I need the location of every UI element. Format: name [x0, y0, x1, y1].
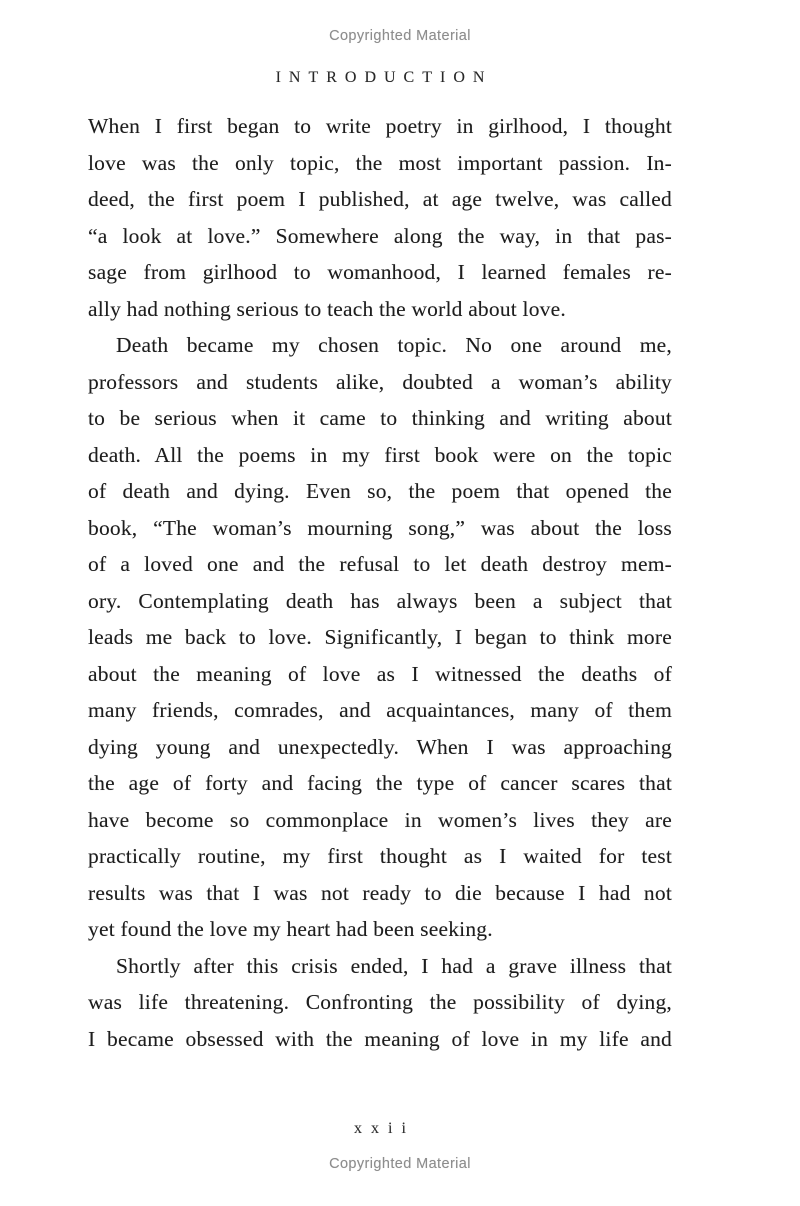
text-line: death. All the poems in my first book were on the topic	[88, 442, 672, 467]
text-line: book, “The woman’s mourning song,” was about the loss	[88, 515, 672, 540]
text-line: the age of forty and facing the type of cancer scares that	[88, 771, 672, 795]
text-line: yet found the love my heart had been seeking.	[88, 917, 493, 941]
text-line: many friends, comrades, and acquaintances, many of them	[88, 698, 672, 722]
section-heading: INTRODUCTION	[275, 69, 493, 86]
copyright-notice-top: Copyrighted Material	[329, 28, 471, 44]
text-line: of a loved one and the refusal to let death destroy mem-	[88, 552, 672, 576]
text-line: was life threatening. Confronting the possibility of dying,	[88, 990, 672, 1014]
text-line: love was the only topic, the most important passion. In-	[88, 150, 672, 175]
text-line: professors and students alike, doubted a woman’s ability	[88, 369, 672, 394]
text-line: When I first began to write poetry in girlhood, I thought	[88, 114, 672, 138]
paragraph-3	[88, 948, 672, 1058]
text-line: ory. Contemplating death has always been a subject that	[88, 588, 672, 613]
text-line: about the meaning of love as I witnessed the deaths of	[88, 661, 672, 686]
text-line: ally had nothing serious to teach the world about love.	[88, 296, 566, 321]
text-line: dying young and unexpectedly. When I was approaching	[88, 734, 672, 759]
paragraph-1	[88, 108, 672, 327]
text-line: results was that I was not ready to die because I had not	[88, 880, 672, 905]
text-line: sage from girlhood to womanhood, I learned females re-	[88, 260, 672, 284]
paragraph-2	[88, 327, 672, 948]
copyright-notice-bottom: Copyrighted Material	[329, 1156, 471, 1172]
text-line: practically routine, my first thought as I waited for test	[88, 844, 672, 868]
text-line: Shortly after this crisis ended, I had a grave illness that	[116, 953, 672, 978]
text-line: of death and dying. Even so, the poem that opened the	[88, 479, 672, 503]
text-line: deed, the first poem I published, at age twelve, was called	[88, 187, 672, 211]
text-line: Death became my chosen topic. No one around me,	[116, 333, 672, 357]
text-line: have become so commonplace in women’s lives they are	[88, 807, 672, 832]
body-text	[88, 108, 672, 1057]
text-line: leads me back to love. Significantly, I began to think more	[88, 625, 672, 649]
text-line: “a look at love.” Somewhere along the way, in that pas-	[88, 223, 672, 248]
text-line: to be serious when it came to thinking and writing about	[88, 406, 672, 430]
page-number: xxii	[354, 1120, 415, 1137]
text-line: I became obsessed with the meaning of love in my life and	[88, 1026, 672, 1051]
